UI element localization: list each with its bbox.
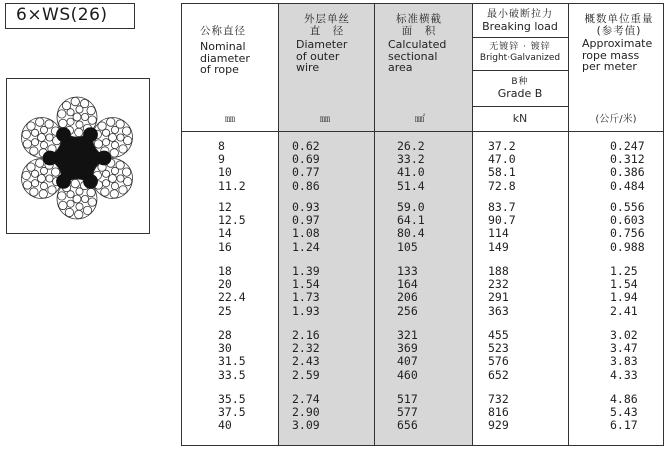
strand-wire [111, 183, 118, 190]
strand-wire [88, 116, 96, 124]
nominal-diameter-unit: ㎜ [225, 114, 235, 125]
bright-galvanized-label: 无镀锌 · 镀锌 Bright·Galvanized [479, 42, 561, 63]
strand-wire [123, 136, 131, 144]
outer-wire-diameter-cell: 1.39 [292, 264, 320, 278]
breaking-load-cell: 523 [488, 341, 509, 356]
strand-wire [117, 175, 124, 182]
sectional-area-cell: 51.4 [397, 178, 425, 193]
strand-wire [37, 134, 45, 142]
outer-wire-diameter-cell: 2.16 [292, 328, 320, 342]
sectional-area-cell: 407 [397, 354, 418, 369]
strand-wire [76, 203, 83, 210]
strand-wire [71, 97, 79, 105]
strand-wire [81, 195, 88, 202]
breaking-load-cell: 232 [488, 277, 509, 292]
nominal-diameter-cell: 11.2 [218, 178, 246, 193]
grade-b-label: B种 Grade B [497, 77, 543, 100]
rope-mass-cell: 0.386 [610, 165, 645, 180]
nominal-diameter-cell: 20 [218, 277, 232, 292]
strand-wire [102, 180, 109, 187]
breaking-load-cell: 47.0 [488, 152, 516, 167]
strand-wire [81, 113, 88, 120]
strand-wire [119, 186, 127, 194]
sectional-area-cell: 80.4 [397, 226, 425, 241]
breaking-load-subdivider [472, 70, 568, 71]
nominal-diameter-cell: 40 [218, 418, 232, 433]
core-gap [84, 174, 98, 188]
strand-wire [62, 101, 70, 109]
rope-mass-cell: 3.47 [610, 341, 638, 356]
sectional-area-cell: 33.2 [397, 152, 425, 167]
strand-wire [110, 190, 118, 198]
strand-wire [119, 145, 127, 153]
rope-mass-cell: 0.988 [610, 239, 645, 254]
strand-wire [22, 171, 30, 179]
breaking-load-unit: kN [512, 112, 528, 125]
sectional-area-cell: 206 [397, 290, 418, 305]
breaking-load-cell: 929 [488, 418, 509, 433]
outer-wire-diameter-unit: ㎜ [320, 114, 330, 125]
strand-wire [88, 198, 96, 206]
breaking-load-cell: 455 [488, 328, 509, 342]
rope-mass-cell: 0.247 [610, 139, 645, 153]
strand-wire [40, 142, 47, 149]
breaking-load-cell: 58.1 [488, 165, 516, 180]
rope-mass-cell: 5.43 [610, 405, 638, 420]
strand-wire [67, 118, 74, 125]
rope-mass-header: 概数单位重量 (参考值) Approximate rope mass per meter [582, 13, 654, 73]
strand-wire [109, 134, 117, 142]
strand-wire [80, 99, 88, 107]
rope-mass-cell: 0.556 [610, 200, 645, 214]
outer-wire-diameter-cell: 0.62 [292, 139, 320, 153]
outer-wire-diameter-cell: 1.54 [292, 277, 320, 292]
strand-wire [39, 190, 47, 198]
breaking-load-cell: 652 [488, 367, 509, 382]
breaking-load-cell: 37.2 [488, 139, 516, 153]
rope-mass-cell: 0.756 [610, 226, 645, 241]
strand-wire [22, 130, 30, 138]
core-gap [84, 128, 98, 142]
sectional-area-cell: 577 [397, 405, 418, 420]
strand-wire [31, 180, 38, 187]
sectional-area-header: 标准横截 面 积 Calculated sectional area [388, 13, 447, 74]
column-divider [374, 4, 375, 445]
outer-wire-diameter-cell: 0.86 [292, 178, 320, 193]
core-gap [57, 174, 71, 188]
strand-wire [67, 200, 74, 207]
sectional-area-cell: 59.0 [397, 200, 425, 214]
rope-cross-section-drawing [7, 79, 148, 232]
rope-mass-unit: (公斤/米) [595, 114, 637, 125]
rope-mass-cell: 1.94 [610, 290, 638, 305]
strand-wire [123, 177, 131, 185]
strand-wire [110, 149, 118, 157]
outer-wire-diameter-cell: 2.74 [292, 392, 320, 406]
nominal-diameter-cell: 10 [218, 165, 232, 180]
breaking-load-cell: 90.7 [488, 213, 516, 228]
strand-wire [73, 113, 81, 121]
strand-wire [45, 120, 53, 128]
strand-wire [101, 188, 109, 196]
sectional-area-cell: 64.1 [397, 213, 425, 228]
strand-wire [27, 122, 35, 130]
strand-wire [117, 134, 124, 141]
strand-wire [116, 161, 124, 169]
strand-wire [87, 188, 95, 196]
strand-wire [48, 186, 56, 194]
nominal-diameter-cell: 14 [218, 226, 232, 241]
breaking-load-cell: 576 [488, 354, 509, 369]
sectional-area-cell: 369 [397, 341, 418, 356]
rope-mass-cell: 2.41 [610, 303, 638, 318]
rope-mass-cell: 1.54 [610, 277, 638, 292]
strand-wire [59, 201, 67, 209]
breaking-load-cell: 816 [488, 405, 509, 420]
strand-wire [30, 188, 38, 196]
outer-wire-diameter-cell: 1.24 [292, 239, 320, 254]
strand-wire [73, 195, 81, 203]
nominal-diameter-cell: 8 [218, 139, 225, 153]
outer-wire-diameter-cell: 2.90 [292, 405, 320, 420]
strand-wire [102, 139, 109, 146]
strand-wire [46, 175, 53, 182]
outer-wire-diameter-cell: 3.09 [292, 418, 320, 433]
strand-wire [23, 181, 31, 189]
rope-cross-section-figure [6, 78, 150, 234]
core-gap [97, 151, 111, 165]
strand-wire [116, 120, 124, 128]
nominal-diameter-cell: 33.5 [218, 367, 246, 382]
strand-wire [122, 127, 130, 135]
outer-wire-diameter-cell: 1.73 [292, 290, 320, 305]
nominal-diameter-cell: 22.4 [218, 290, 246, 305]
sectional-area-cell: 256 [397, 303, 418, 318]
breaking-load-cell: 363 [488, 303, 509, 318]
breaking-load-header: 最小破断拉力 Breaking load [482, 9, 558, 33]
rope-mass-cell: 4.33 [610, 367, 638, 382]
rope-mass-cell: 6.17 [610, 418, 638, 433]
nominal-diameter-cell: 16 [218, 239, 232, 254]
core-gap [43, 151, 57, 165]
outer-wire-diameter-cell: 1.08 [292, 226, 320, 241]
outer-wire-diameter-cell: 2.43 [292, 354, 320, 369]
column-divider [278, 4, 279, 445]
strand-wire [83, 206, 91, 214]
strand-wire [31, 139, 38, 146]
strand-wire [76, 121, 83, 128]
sectional-area-cell: 164 [397, 277, 418, 292]
outer-wire-diameter-cell: 2.32 [292, 341, 320, 356]
core-gap [57, 128, 71, 142]
rope-mass-cell: 3.02 [610, 328, 638, 342]
rope-type-title: 6×WS(26) [5, 3, 135, 29]
strand-wire [59, 119, 67, 127]
breaking-load-cell: 114 [488, 226, 509, 241]
sectional-area-cell: 41.0 [397, 165, 425, 180]
breaking-load-cell: 149 [488, 239, 509, 254]
outer-wire-diameter-header: 外层单丝 直 径 Diameter of outer wire [296, 13, 350, 74]
rope-mass-cell: 4.86 [610, 392, 638, 406]
rope-mass-cell: 3.83 [610, 354, 638, 369]
strand-wire [75, 210, 83, 218]
sectional-area-cell: 133 [397, 264, 418, 278]
breaking-load-cell: 188 [488, 264, 509, 278]
strand-wire [40, 183, 47, 190]
outer-wire-diameter-cell: 0.69 [292, 152, 320, 167]
breaking-load-subdivider [472, 106, 568, 107]
sectional-area-cell: 460 [397, 367, 418, 382]
strand-wire [71, 179, 79, 187]
breaking-load-cell: 83.7 [488, 200, 516, 214]
strand-wire [107, 118, 115, 126]
nominal-diameter-cell: 30 [218, 341, 232, 356]
rope-mass-cell: 0.603 [610, 213, 645, 228]
sectional-area-cell: 105 [397, 239, 418, 254]
strand-wire [37, 175, 45, 183]
nominal-diameter-cell: 25 [218, 303, 232, 318]
rope-spec-table [181, 3, 664, 446]
strand-wire [23, 140, 31, 148]
outer-wire-diameter-cell: 2.59 [292, 367, 320, 382]
outer-wire-diameter-cell: 1.93 [292, 303, 320, 318]
strand-wire [58, 110, 66, 118]
strand-wire [111, 142, 118, 149]
rope-mass-cell: 0.484 [610, 178, 645, 193]
strand-wire [46, 134, 53, 141]
strand-wire [58, 192, 66, 200]
strand-wire [75, 128, 83, 136]
breaking-load-cell: 72.8 [488, 178, 516, 193]
column-divider [568, 4, 569, 445]
nominal-diameter-cell: 12 [218, 200, 232, 214]
nominal-diameter-cell: 28 [218, 328, 232, 342]
strand-wire [51, 168, 59, 176]
sectional-area-cell: 656 [397, 418, 418, 433]
strand-wire [65, 208, 73, 216]
rope-mass-cell: 1.25 [610, 264, 638, 278]
strand-wire [36, 118, 44, 126]
sectional-area-cell: 517 [397, 392, 418, 406]
outer-wire-diameter-cell: 0.77 [292, 165, 320, 180]
nominal-diameter-cell: 9 [218, 152, 225, 167]
strand-wire [122, 168, 130, 176]
rope-mass-cell: 0.312 [610, 152, 645, 167]
strand-wire [36, 159, 44, 167]
nominal-diameter-cell: 37.5 [218, 405, 246, 420]
strand-wire [27, 163, 35, 171]
strand-wire [109, 175, 117, 183]
strand-wire [87, 106, 95, 114]
nominal-diameter-header: 公称直径 Nominal diameter of rope [200, 25, 250, 76]
breaking-load-subdivider [472, 37, 568, 38]
outer-wire-diameter-cell: 0.97 [292, 213, 320, 228]
outer-wire-diameter-cell: 0.93 [292, 200, 320, 214]
header-divider [182, 131, 663, 132]
nominal-diameter-cell: 18 [218, 264, 232, 278]
sectional-area-cell: 321 [397, 328, 418, 342]
sectional-area-unit: ㎟ [415, 114, 425, 125]
nominal-diameter-cell: 35.5 [218, 392, 246, 406]
strand-wire [94, 140, 102, 148]
breaking-load-cell: 732 [488, 392, 509, 406]
strand-wire [98, 122, 106, 130]
strand-wire [30, 147, 38, 155]
sectional-area-cell: 26.2 [397, 139, 425, 153]
nominal-diameter-cell: 12.5 [218, 213, 246, 228]
nominal-diameter-cell: 31.5 [218, 354, 246, 369]
breaking-load-cell: 291 [488, 290, 509, 305]
